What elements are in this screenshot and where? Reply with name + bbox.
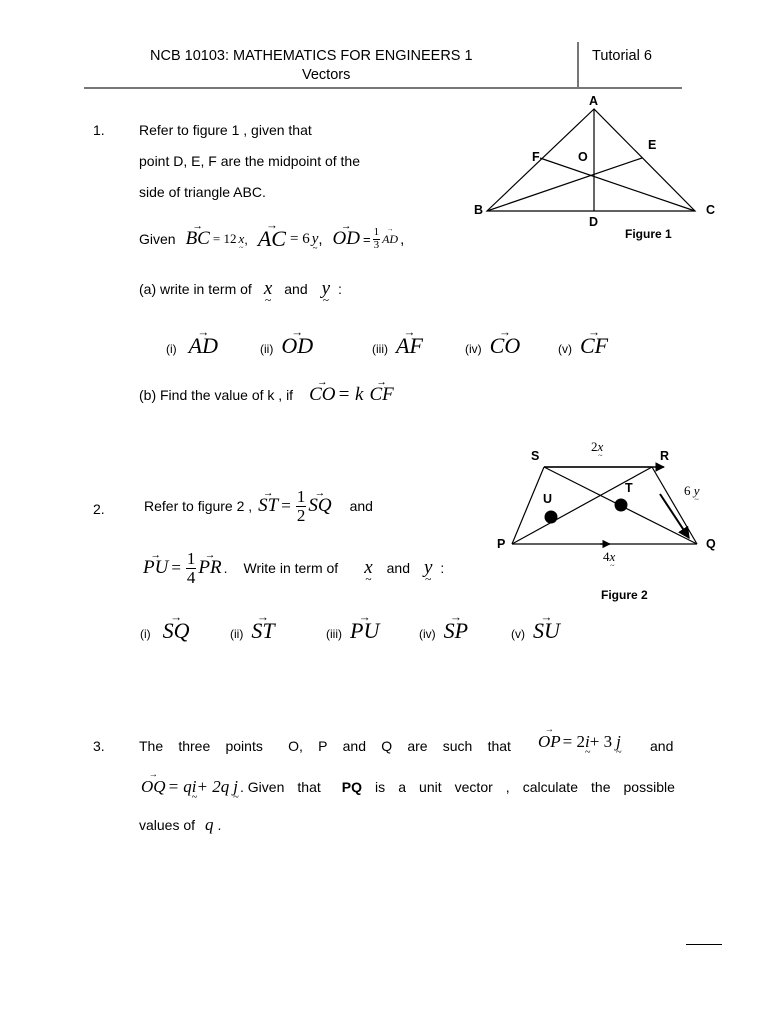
fig2-bottom-var: x ~ [610, 549, 616, 565]
q2-item-5-vector: → SU [533, 618, 560, 644]
q3-that: that [297, 779, 321, 795]
q3-word-6: and [342, 738, 366, 754]
header-divider-vertical [577, 42, 579, 88]
fig1-label-c: C [706, 203, 716, 217]
q2-frac1-den: 2 [296, 505, 306, 525]
fig2-side-label [684, 483, 700, 499]
q3-line3 [139, 815, 221, 835]
q2-item-3 [326, 618, 379, 644]
fig1-label-d: D [589, 215, 599, 229]
q1-od-fraction [373, 227, 381, 251]
q2-frac1-num: 1 [296, 486, 306, 506]
q3-word-4: O, [288, 738, 303, 754]
q1-bc-coef: = 12 [212, 231, 237, 246]
q1-item-2 [260, 333, 313, 359]
q3-w3-8: possible [623, 779, 675, 795]
q3-given: . Given [240, 779, 285, 795]
q2-and-1: and [349, 498, 373, 514]
q1-ac-coef: = 6 [289, 230, 310, 247]
fig2-bottom-coef: 4 [603, 549, 610, 564]
topic-title: Vectors [302, 67, 351, 83]
q2-item-3-vector: → PU [350, 618, 379, 644]
q1-part-b-co: → CO [309, 384, 335, 406]
tutorial-label: Tutorial 6 [592, 48, 652, 64]
q2-line1-text: Refer to figure 2 , [144, 498, 253, 514]
q1-part-a-y: y ~ [322, 278, 330, 300]
q1-number: 1. [93, 122, 105, 138]
fig2-side-var: y ~ [694, 483, 700, 499]
fig1-label-a: A [589, 94, 599, 108]
q1-od-num: 1 [373, 225, 380, 238]
course-title: NCB 10103: MATHEMATICS FOR ENGINEERS 1 [150, 48, 473, 64]
q1-var-x: x ~ [238, 231, 244, 247]
q3-op-expression [538, 732, 621, 752]
q1-item-3-vector: → AF [396, 333, 423, 359]
q2-eq2: = [171, 558, 181, 577]
q3-word-10: that [487, 738, 511, 754]
q1-line1: Refer to figure 1 , given that [139, 122, 312, 138]
fig2-label-t: T [625, 481, 633, 495]
fig1-label-f: F [532, 150, 540, 164]
fig2-label-s: S [531, 449, 540, 463]
q3-plus3: + 3 [589, 732, 613, 751]
figure-1-caption: Figure 1 [625, 227, 672, 241]
q3-line2 [141, 777, 675, 797]
vector-od: → OD [333, 228, 360, 250]
q3-line1 [139, 738, 511, 754]
q1-item-3-label: (iii) [372, 342, 388, 356]
q3-unit-i-2: i ~ [192, 777, 197, 797]
q3-unit-i: i ~ [585, 732, 590, 752]
q1-part-a [139, 278, 342, 300]
q3-end-dot: . [217, 817, 222, 833]
header-rule [84, 87, 682, 89]
q2-item-5-label: (v) [511, 627, 525, 641]
q1-line3: side of triangle ABC. [139, 184, 266, 200]
q1-comma-2: , [318, 230, 323, 248]
q3-number: 3. [93, 738, 105, 754]
fig2-label-r: R [660, 449, 670, 463]
q2-item-5 [511, 618, 560, 644]
q3-word-2: three [178, 738, 211, 754]
q3-line2-text [240, 779, 675, 795]
q1-part-b [139, 384, 394, 406]
fig2-bottom-label [603, 549, 615, 565]
q1-item-5-vector: → CF [580, 333, 608, 359]
vector-bc: → BC [186, 228, 210, 250]
q2-item-2-vector: → ST [251, 618, 274, 644]
q3-w3-4: vector [454, 779, 493, 795]
q3-op-eq: = 2 [562, 732, 586, 751]
q1-part-b-cf: → CF [370, 384, 394, 406]
fig1-label-e: E [648, 138, 657, 152]
q2-colon: : [440, 560, 445, 576]
q1-item-1-vector: → AD [189, 333, 218, 359]
q3-plus2q: + 2q [196, 777, 230, 796]
q2-item-4 [419, 618, 468, 644]
q2-and-2: and [386, 560, 410, 576]
q2-eq1: = [281, 496, 291, 515]
q3-w3-5: , [505, 779, 510, 795]
q2-vector-pr: → PR [198, 557, 221, 579]
q1-comma-3: , [400, 230, 405, 248]
q2-frac2-den: 4 [186, 567, 196, 587]
q3-values-of: values of [139, 817, 196, 833]
vector-ac: → AC [258, 226, 286, 252]
fig2-side-coef: 6 [684, 483, 691, 498]
q3-w3-1: is [375, 779, 386, 795]
fig2-top-label [591, 439, 603, 455]
q2-var-x: x ~ [364, 557, 372, 579]
q1-part-a-text: (a) write in term of [139, 281, 252, 297]
figure-2-trapezium [500, 450, 720, 560]
q2-frac1 [296, 488, 307, 525]
q1-part-a-colon: : [338, 281, 342, 297]
q1-item-5 [558, 333, 608, 359]
q1-part-a-and: and [284, 281, 308, 297]
q2-frac2 [186, 550, 197, 587]
q3-w3-2: a [398, 779, 406, 795]
q1-item-1-label: (i) [166, 342, 177, 356]
q2-frac2-num: 1 [186, 548, 196, 568]
q3-vector-oq: → OQ [141, 777, 166, 797]
q1-item-2-label: (ii) [260, 342, 274, 356]
q2-item-1-vector: → SQ [163, 618, 190, 644]
q2-dot: . [223, 560, 228, 576]
q1-given-word: Given [139, 231, 176, 247]
q1-item-2-vector: → OD [281, 333, 313, 359]
fig2-top-coef: 2 [591, 439, 598, 454]
fig1-label-b: B [474, 203, 484, 217]
q3-unit-j: j ~ [616, 732, 621, 752]
fig2-label-p: P [497, 537, 506, 551]
q1-comma-1: , [244, 231, 248, 247]
q2-vector-pu: → PU [143, 557, 168, 579]
q1-line2: point D, E, F are the midpoint of the [139, 153, 361, 169]
q3-w3-3: unit [419, 779, 442, 795]
q1-od-eq: = [363, 231, 371, 247]
q3-word-9: such [442, 738, 473, 754]
vector-ad-small: → AD [382, 232, 398, 247]
q3-word-3: points [225, 738, 263, 754]
q1-var-y: y ~ [312, 231, 319, 248]
q3-word-7: Q [381, 738, 393, 754]
q2-line1 [144, 484, 373, 528]
q2-item-4-label: (iv) [419, 627, 436, 641]
q3-oq-eq: = q [167, 777, 192, 796]
q2-var-y: y ~ [424, 557, 432, 579]
q3-word-5: P [318, 738, 328, 754]
q2-item-2 [230, 618, 275, 644]
q1-item-1 [166, 333, 218, 359]
q1-item-5-label: (v) [558, 342, 572, 356]
q2-item-3-label: (iii) [326, 627, 342, 641]
fig2-top-var: x ~ [598, 439, 604, 455]
q2-item-2-label: (ii) [230, 627, 244, 641]
q3-and: and [650, 738, 674, 754]
q3-pq: PQ [341, 779, 363, 795]
q1-item-4-label: (iv) [465, 342, 482, 356]
q1-item-4-vector: → CO [490, 333, 521, 359]
q1-item-3 [372, 333, 423, 359]
q3-w3-7: the [591, 779, 611, 795]
q3-var-q: q [205, 815, 214, 834]
q2-vector-sq: → SQ [308, 495, 331, 517]
fig2-label-q: Q [706, 537, 716, 551]
q2-item-4-vector: → SP [444, 618, 468, 644]
figure-2-caption: Figure 2 [601, 588, 648, 602]
q3-w3-6: calculate [522, 779, 578, 795]
q3-word-8: are [407, 738, 428, 754]
q3-vector-op: → OP [538, 732, 561, 752]
q2-number: 2. [93, 501, 105, 517]
q1-given-line [139, 226, 404, 252]
q1-item-4 [465, 333, 520, 359]
q1-part-a-x: x ~ [264, 278, 272, 300]
q2-item-1-label: (i) [140, 627, 151, 641]
figure-1-triangle [470, 92, 730, 252]
q3-word-1: The [139, 738, 164, 754]
q2-vector-st: → ST [258, 495, 278, 517]
q1-od-den: 3 [373, 238, 380, 251]
footer-rule [686, 944, 722, 945]
q2-write: Write in term of [243, 560, 339, 576]
q3-unit-j-2: j ~ [233, 777, 238, 797]
fig1-label-o: O [578, 150, 588, 164]
fig2-label-u: U [543, 492, 553, 506]
q2-line2 [143, 546, 444, 590]
q1-part-b-text: (b) Find the value of k , if [139, 387, 294, 403]
q1-part-b-eq: = k [337, 384, 364, 405]
q2-item-1 [140, 618, 190, 644]
